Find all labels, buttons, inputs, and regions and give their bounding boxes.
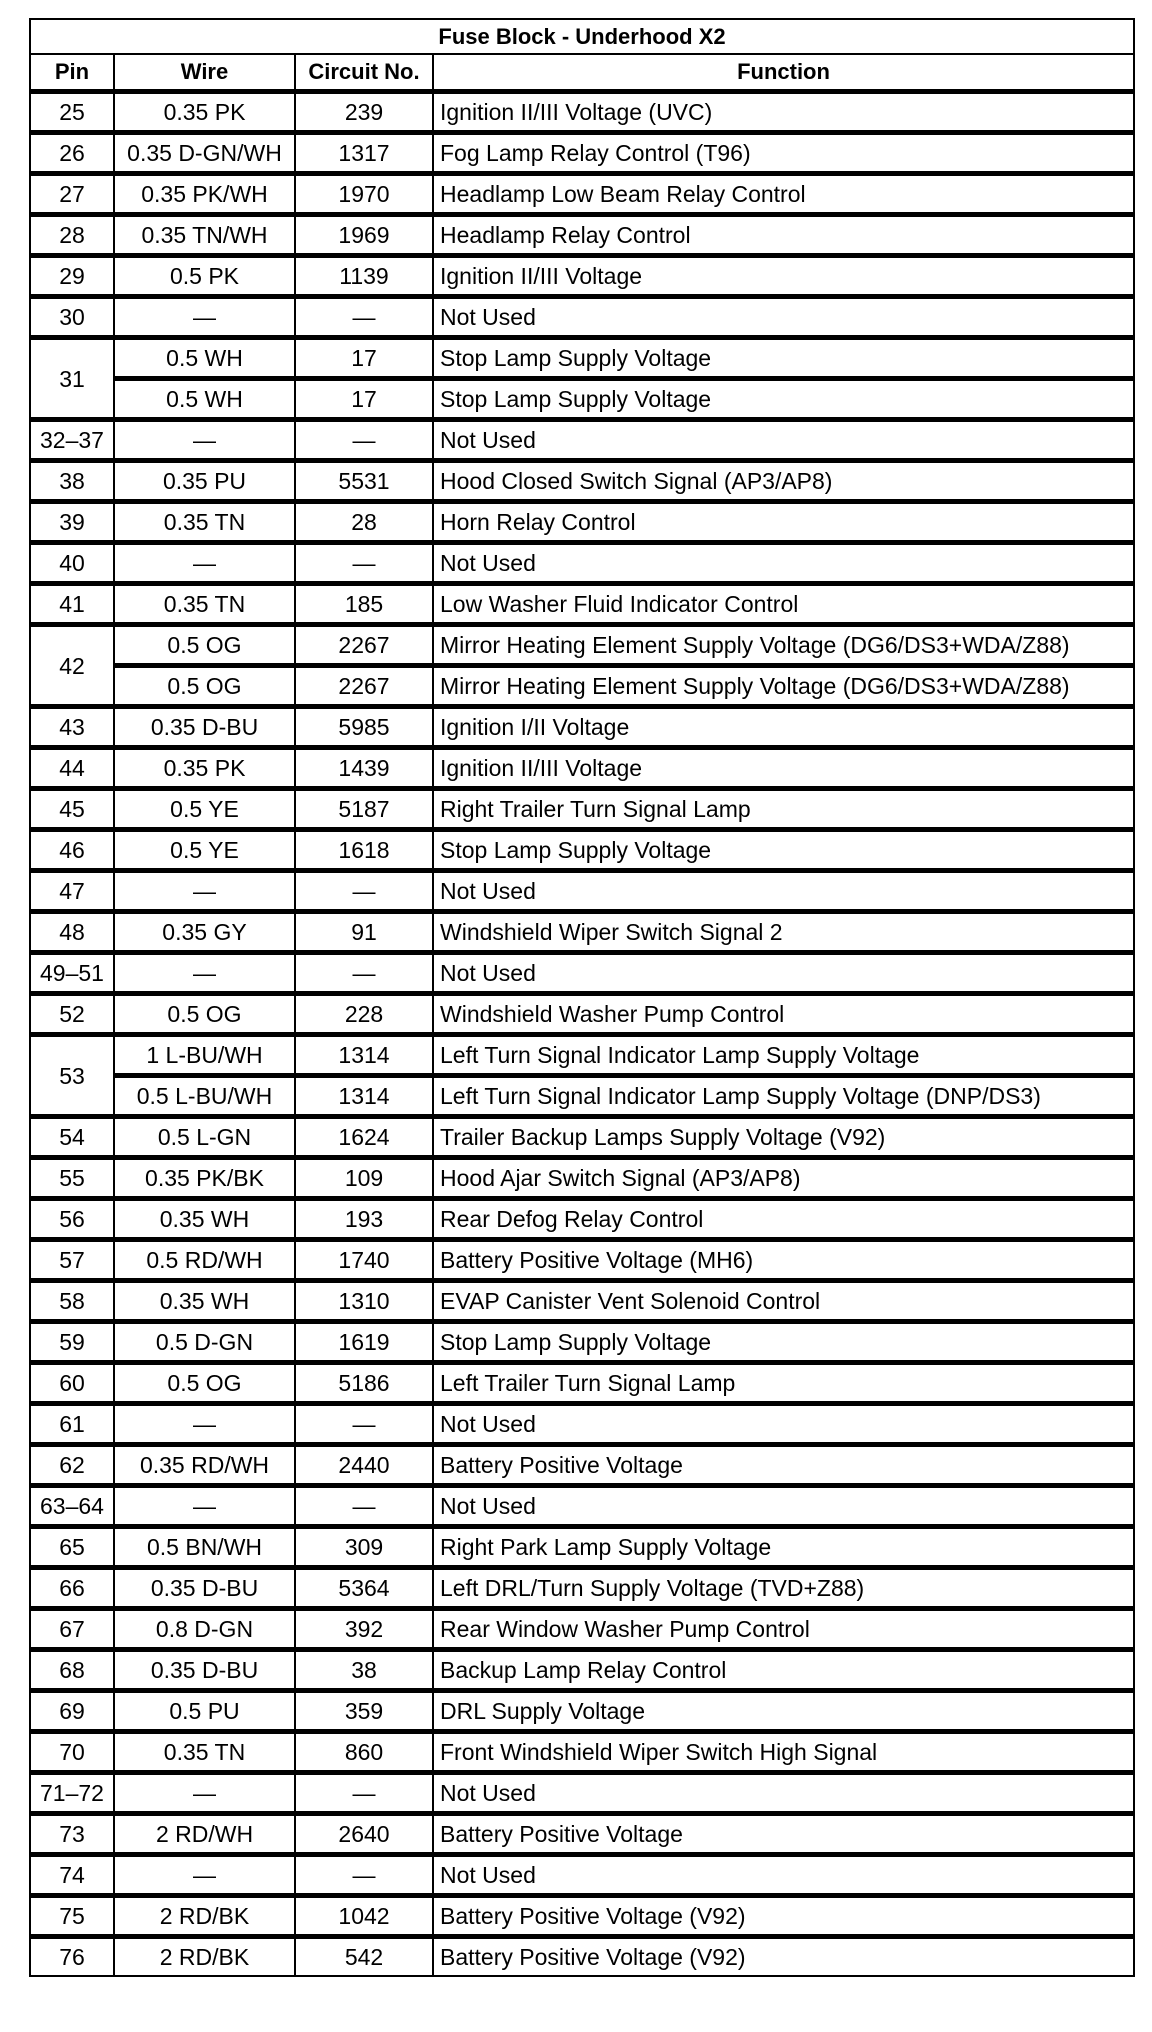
wire-cell: 0.5 PU	[115, 1693, 296, 1734]
circuit-cell: 1439	[296, 750, 434, 791]
wire-cell: 0.5 BN/WH	[115, 1529, 296, 1570]
pin-cell: 66	[31, 1570, 115, 1611]
wire-cell: 0.35 TN	[115, 504, 296, 545]
circuit-cell: 860	[296, 1734, 434, 1775]
pin-cell: 60	[31, 1365, 115, 1406]
function-cell: Not Used	[434, 1488, 1133, 1529]
table-row	[31, 1857, 1133, 1898]
function-cell: Left Turn Signal Indicator Lamp Supply Voltage (DNP/DS3)	[434, 1078, 1133, 1119]
function-cell: Stop Lamp Supply Voltage	[434, 381, 1133, 422]
function-cell: Stop Lamp Supply Voltage	[434, 1324, 1133, 1365]
wire-cell: 0.5 OG	[115, 1365, 296, 1406]
pin-cell: 68	[31, 1652, 115, 1693]
pin-cell: 47	[31, 873, 115, 914]
column-header-wire: Wire	[115, 55, 296, 94]
pin-cell: 67	[31, 1611, 115, 1652]
function-cell: Stop Lamp Supply Voltage	[434, 340, 1133, 381]
pin-cell: 31	[31, 340, 115, 422]
circuit-cell: 5985	[296, 709, 434, 750]
function-cell: Rear Defog Relay Control	[434, 1201, 1133, 1242]
function-cell: Fog Lamp Relay Control (T96)	[434, 135, 1133, 176]
function-cell: Windshield Wiper Switch Signal 2	[434, 914, 1133, 955]
function-cell: Headlamp Relay Control	[434, 217, 1133, 258]
wire-cell: —	[115, 299, 296, 340]
table-row	[31, 1652, 1133, 1693]
function-cell: Right Park Lamp Supply Voltage	[434, 1529, 1133, 1570]
function-cell: Front Windshield Wiper Switch High Signal	[434, 1734, 1133, 1775]
function-cell: Battery Positive Voltage (V92)	[440, 1944, 746, 1970]
wire-cell: 2 RD/WH	[115, 1816, 296, 1857]
wire-cell: 0.35 WH	[115, 1201, 296, 1242]
wire-cell: 0.35 PU	[115, 463, 296, 504]
circuit-cell: 1740	[296, 1242, 434, 1283]
wire-cell: 0.5 YE	[115, 832, 296, 873]
column-header-pin: Pin	[31, 55, 115, 94]
circuit-cell: —	[296, 1857, 434, 1898]
table-row	[31, 1939, 1133, 1975]
function-cell: Trailer Backup Lamps Supply Voltage (V92)	[434, 1119, 1133, 1160]
wire-cell: 0.5 RD/WH	[115, 1242, 296, 1283]
wire-cell: 0.35 RD/WH	[115, 1447, 296, 1488]
table-row	[31, 1283, 1133, 1324]
function-cell: Rear Window Washer Pump Control	[434, 1611, 1133, 1652]
table-row	[31, 1119, 1133, 1160]
function-cell: Headlamp Low Beam Relay Control	[434, 176, 1133, 217]
pin-cell: 25	[31, 94, 115, 135]
pin-cell: 58	[31, 1283, 115, 1324]
table-row	[31, 422, 1133, 463]
table-row	[31, 832, 1133, 873]
circuit-cell: 1317	[296, 135, 434, 176]
table-row	[31, 668, 1133, 709]
pin-cell: 54	[31, 1119, 115, 1160]
wire-cell: —	[115, 1857, 296, 1898]
table-row	[31, 1324, 1133, 1365]
table-row	[31, 94, 1133, 135]
table-row	[31, 217, 1133, 258]
circuit-cell: 2267	[296, 627, 434, 668]
table-row	[31, 1406, 1133, 1447]
wire-cell: 0.35 D-GN/WH	[115, 135, 296, 176]
table-row	[31, 504, 1133, 545]
wire-cell: 0.35 PK	[115, 94, 296, 135]
wire-cell: 0.35 D-BU	[115, 1652, 296, 1693]
function-cell: Mirror Heating Element Supply Voltage (DG6/DS3+WDA/Z88)	[434, 627, 1133, 668]
circuit-cell: —	[296, 422, 434, 463]
pin-cell: 75	[31, 1898, 115, 1939]
fuse-block-pinout-table	[29, 18, 1135, 1977]
table-row	[31, 258, 1133, 299]
wire-cell: 0.35 PK/WH	[115, 176, 296, 217]
table-row	[31, 955, 1133, 996]
wire-cell: 0.35 PK/BK	[115, 1160, 296, 1201]
circuit-cell: 2640	[296, 1816, 434, 1857]
function-cell: Ignition II/III Voltage	[434, 258, 1133, 299]
pin-cell: 32–37	[31, 422, 115, 463]
circuit-cell: 1969	[296, 217, 434, 258]
circuit-cell: 2440	[296, 1447, 434, 1488]
pin-cell: 26	[31, 135, 115, 176]
function-cell: Not Used	[434, 1406, 1133, 1447]
circuit-cell: 5187	[296, 791, 434, 832]
circuit-cell: 1314	[296, 1078, 434, 1119]
pin-cell: 56	[31, 1201, 115, 1242]
circuit-cell: 392	[296, 1611, 434, 1652]
pin-cell: 42	[31, 627, 115, 709]
table-row	[31, 1365, 1133, 1406]
pin-cell: 57	[31, 1242, 115, 1283]
wire-cell: 0.35 TN	[115, 586, 296, 627]
pin-cell: 70	[31, 1734, 115, 1775]
wire-cell: 0.35 TN	[115, 1734, 296, 1775]
circuit-cell: 239	[296, 94, 434, 135]
pin-cell: 62	[31, 1447, 115, 1488]
function-cell: Not Used	[434, 422, 1133, 463]
pin-cell: 45	[31, 791, 115, 832]
function-cell: Left Turn Signal Indicator Lamp Supply Voltage	[434, 1037, 1133, 1078]
function-cell: Windshield Washer Pump Control	[434, 996, 1133, 1037]
table-row	[31, 1078, 1133, 1119]
wire-cell: —	[115, 422, 296, 463]
circuit-cell: —	[296, 299, 434, 340]
table-row	[31, 381, 1133, 422]
pin-cell: 44	[31, 750, 115, 791]
circuit-cell: 109	[296, 1160, 434, 1201]
pin-cell: 49–51	[31, 955, 115, 996]
table-row	[31, 1570, 1133, 1611]
column-header-circuit: Circuit No.	[296, 55, 434, 94]
pin-cell: 74	[31, 1857, 115, 1898]
circuit-cell: 28	[296, 504, 434, 545]
circuit-cell: 5364	[296, 1570, 434, 1611]
function-cell: Battery Positive Voltage (MH6)	[434, 1242, 1133, 1283]
pin-cell: 63–64	[31, 1488, 115, 1529]
wire-cell: 0.5 L-BU/WH	[115, 1078, 296, 1119]
function-cell: Mirror Heating Element Supply Voltage (DG6/DS3+WDA/Z88)	[434, 668, 1133, 709]
table-row	[31, 1201, 1133, 1242]
table-row	[31, 545, 1133, 586]
function-cell: Ignition I/II Voltage	[434, 709, 1133, 750]
pin-cell: 39	[31, 504, 115, 545]
function-cell: Not Used	[434, 1857, 1133, 1898]
circuit-cell: —	[296, 545, 434, 586]
table-row	[31, 1160, 1133, 1201]
column-header-function: Function	[434, 55, 1133, 94]
wire-cell: 0.5 PK	[115, 258, 296, 299]
circuit-cell: 228	[296, 996, 434, 1037]
wire-cell: 0.35 TN/WH	[115, 217, 296, 258]
circuit-cell: 1139	[296, 258, 434, 299]
pin-cell: 69	[31, 1693, 115, 1734]
table-row	[31, 1488, 1133, 1529]
function-cell: Hood Closed Switch Signal (AP3/AP8)	[434, 463, 1133, 504]
function-cell: Not Used	[434, 955, 1133, 996]
function-cell: Not Used	[434, 545, 1133, 586]
table-row	[31, 1775, 1133, 1816]
wire-cell: 0.35 GY	[115, 914, 296, 955]
table-row	[31, 873, 1133, 914]
circuit-cell: —	[296, 1775, 434, 1816]
table-row	[31, 996, 1133, 1037]
table-row	[31, 1816, 1133, 1857]
pin-cell: 76	[31, 1939, 115, 1975]
wire-cell: —	[115, 955, 296, 996]
function-cell: Horn Relay Control	[434, 504, 1133, 545]
function-cell: Ignition II/III Voltage (UVC)	[434, 94, 1133, 135]
circuit-cell: —	[296, 955, 434, 996]
function-cell: Battery Positive Voltage (V92)	[434, 1898, 1133, 1939]
pin-cell: 38	[31, 463, 115, 504]
circuit-cell: —	[296, 1406, 434, 1447]
function-cell: Left Trailer Turn Signal Lamp	[434, 1365, 1133, 1406]
table-row	[31, 914, 1133, 955]
pin-cell: 40	[31, 545, 115, 586]
table-row	[31, 1037, 1133, 1078]
circuit-cell: 309	[296, 1529, 434, 1570]
table-row	[31, 1693, 1133, 1734]
pin-cell: 30	[31, 299, 115, 340]
pin-cell: 46	[31, 832, 115, 873]
wire-cell: 0.5 OG	[115, 996, 296, 1037]
pin-cell: 59	[31, 1324, 115, 1365]
function-cell: Right Trailer Turn Signal Lamp	[434, 791, 1133, 832]
circuit-cell: 2267	[296, 668, 434, 709]
wire-cell: 2 RD/BK	[115, 1939, 296, 1975]
wire-cell: 0.5 L-GN	[115, 1119, 296, 1160]
circuit-cell: —	[296, 1488, 434, 1529]
function-cell: Left DRL/Turn Supply Voltage (TVD+Z88)	[434, 1570, 1133, 1611]
function-cell: Low Washer Fluid Indicator Control	[434, 586, 1133, 627]
table-row	[31, 709, 1133, 750]
pin-cell: 61	[31, 1406, 115, 1447]
table-row	[31, 1898, 1133, 1939]
circuit-cell: 185	[296, 586, 434, 627]
circuit-cell: 5186	[296, 1365, 434, 1406]
wire-cell: 0.35 PK	[115, 750, 296, 791]
function-cell: EVAP Canister Vent Solenoid Control	[434, 1283, 1133, 1324]
circuit-cell: 1618	[296, 832, 434, 873]
pin-cell: 29	[31, 258, 115, 299]
wire-cell: —	[115, 873, 296, 914]
pin-cell: 41	[31, 586, 115, 627]
wire-cell: 0.35 D-BU	[115, 1570, 296, 1611]
circuit-cell: 1970	[296, 176, 434, 217]
circuit-cell: 542	[296, 1939, 434, 1975]
circuit-cell: 5531	[296, 463, 434, 504]
wire-cell: —	[115, 1775, 296, 1816]
pin-cell: 52	[31, 996, 115, 1037]
table-row	[31, 463, 1133, 504]
function-cell: Not Used	[434, 873, 1133, 914]
function-cell: DRL Supply Voltage	[434, 1693, 1133, 1734]
wire-cell: 0.5 OG	[115, 627, 296, 668]
table-row	[31, 750, 1133, 791]
table-row	[31, 299, 1133, 340]
wire-cell: —	[115, 545, 296, 586]
circuit-cell: 1624	[296, 1119, 434, 1160]
function-cell: Ignition II/III Voltage	[434, 750, 1133, 791]
wire-cell: 0.5 WH	[115, 340, 296, 381]
function-cell: Battery Positive Voltage	[434, 1447, 1133, 1488]
pin-cell: 28	[31, 217, 115, 258]
pin-cell: 65	[31, 1529, 115, 1570]
circuit-cell: 193	[296, 1201, 434, 1242]
pin-cell: 27	[31, 176, 115, 217]
function-cell: Hood Ajar Switch Signal (AP3/AP8)	[434, 1160, 1133, 1201]
circuit-cell: 1042	[296, 1898, 434, 1939]
circuit-cell: —	[296, 873, 434, 914]
table-row	[31, 1734, 1133, 1775]
table-row	[31, 1529, 1133, 1570]
wire-cell: 0.5 OG	[115, 668, 296, 709]
circuit-cell: 1314	[296, 1037, 434, 1078]
wire-cell: —	[115, 1406, 296, 1447]
table-row	[31, 176, 1133, 217]
table-row	[31, 340, 1133, 381]
wire-cell: 0.5 D-GN	[115, 1324, 296, 1365]
wire-cell: —	[115, 1488, 296, 1529]
circuit-cell: 359	[296, 1693, 434, 1734]
circuit-cell: 91	[296, 914, 434, 955]
wire-cell: 2 RD/BK	[115, 1898, 296, 1939]
wire-cell: 0.5 WH	[115, 381, 296, 422]
table-row	[31, 627, 1133, 668]
circuit-cell: 1619	[296, 1324, 434, 1365]
circuit-cell: 17	[296, 381, 434, 422]
pin-cell: 43	[31, 709, 115, 750]
pin-cell: 73	[31, 1816, 115, 1857]
pin-cell: 71–72	[31, 1775, 115, 1816]
table-row	[31, 135, 1133, 176]
table-title: Fuse Block - Underhood X2	[31, 20, 1133, 55]
table-row	[31, 791, 1133, 832]
table-row	[31, 1242, 1133, 1283]
circuit-cell: 17	[296, 340, 434, 381]
wire-cell: 0.8 D-GN	[115, 1611, 296, 1652]
function-cell: Not Used	[434, 1775, 1133, 1816]
function-cell: Battery Positive Voltage	[434, 1816, 1133, 1857]
table-row	[31, 1611, 1133, 1652]
function-cell: Not Used	[434, 299, 1133, 340]
wire-cell: 0.5 YE	[115, 791, 296, 832]
wire-cell: 0.35 D-BU	[115, 709, 296, 750]
circuit-cell: 1310	[296, 1283, 434, 1324]
wire-cell: 0.35 WH	[115, 1283, 296, 1324]
pin-cell: 55	[31, 1160, 115, 1201]
function-cell: Backup Lamp Relay Control	[434, 1652, 1133, 1693]
table-row	[31, 1447, 1133, 1488]
function-cell: Stop Lamp Supply Voltage	[434, 832, 1133, 873]
wire-cell: 1 L-BU/WH	[115, 1037, 296, 1078]
table-row	[31, 586, 1133, 627]
pin-cell: 53	[31, 1037, 115, 1119]
pin-cell: 48	[31, 914, 115, 955]
circuit-cell: 38	[296, 1652, 434, 1693]
